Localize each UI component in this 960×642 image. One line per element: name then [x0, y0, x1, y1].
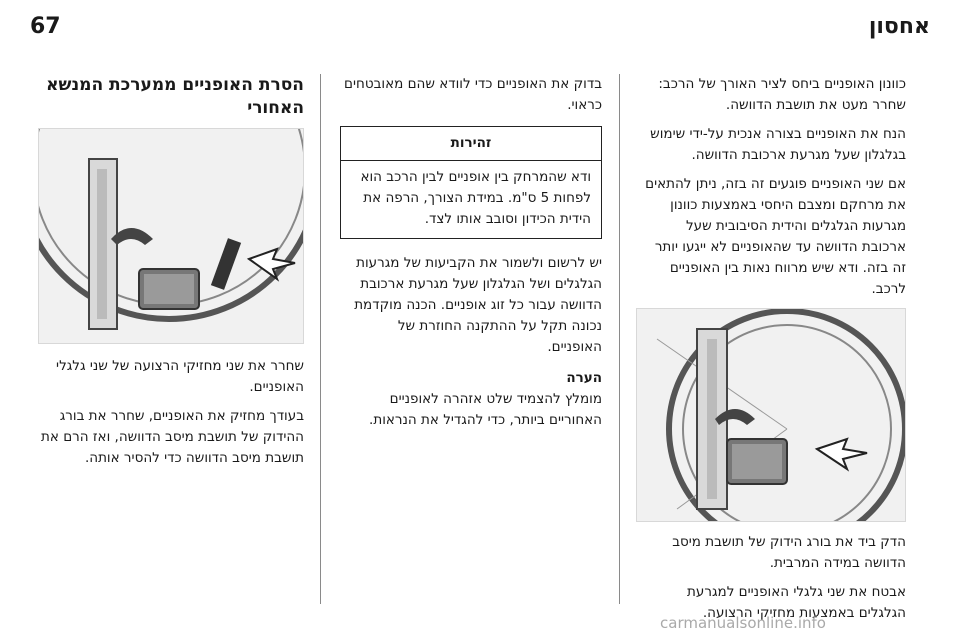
removal-section-title: הסרת האופניים ממערכת המנשא האחורי [46, 75, 304, 118]
watermark: carmanualsonline.info [660, 614, 826, 632]
column-left [40, 74, 304, 477]
warning-box [340, 126, 602, 239]
column-divider-left [320, 74, 321, 604]
column-divider-right [619, 74, 620, 604]
page-header [30, 14, 930, 48]
paragraph: אם שני האופניים פוגעים זה בזה, ניתן להתאים את מרחקם ומצבם היחסי באמצעות כוונון מגרעות הגלגלים והידית הסיבובית שעל ארכובת הדוושה עד שהאופניים לא ייגעו יותר זה בזה. ודא שיש מרווח נאות בין האופניים לרכב. [645, 176, 906, 297]
column-right [638, 74, 906, 632]
bike-carrier-illustration [636, 308, 906, 522]
paragraph: הדק ביד את בורג הידוק של תושבת מיסב הדוושה במידה המרבית. [672, 534, 906, 571]
paragraph: בעודך מחזיק את האופניים, שחרר את בורג ההידוק של תושבת מיסב הדוושה, ואז הרם את תושבת מיסב הדוושה כדי להסיר אותה. [41, 408, 304, 466]
paragraph: אבטח את שני גלגלי האופניים למגרעת הגלגלים באמצעות מחזיקי הרצועה. [687, 584, 906, 621]
warning-title: זהירות [341, 127, 601, 161]
column-middle [340, 74, 602, 439]
paragraph: שחרר את שני מחזיקי הרצועה של שני גלגלי האופניים. [56, 358, 304, 395]
bike-removal-illustration [38, 128, 304, 344]
paragraph: בדוק את האופניים כדי לוודא שהם מאובטחים כראוי. [344, 76, 602, 113]
note-title: הערה [566, 370, 602, 386]
page-number: 67 [30, 14, 61, 39]
section-title: אחסון [868, 14, 930, 39]
note-text: מומלץ להצמיד שלט אזהרה לאופניים האחוריים ביותר, כדי להגדיל את הנראות. [369, 391, 602, 428]
paragraph: כוונון האופניים ביחס לציר האורך של הרכב: שחרר מעט את תושבת הדוושה. [658, 76, 906, 113]
paragraph: יש לרשום ולשמור את הקביעות של מגרעות הגלגלים ושל הגלגלון שעל מגרעת ארכובת הדוושה עבור כל זוג אופניים. הכנה מוקדמת נכונה תקל על ההתקנה החוזרת של האופניים. [354, 255, 602, 355]
warning-text: ודא שהמרחק בין אופניים לבין הרכב הוא לפחות 5 ס"מ. במידת הצורך, הרפה את הידית הכידון וסובב אותו לצד. [360, 169, 591, 227]
paragraph: הנח את האופניים בצורה אנכית על-ידי שימוש בגלגלון שעל מגרעת ארכובת הדוושה. [650, 126, 906, 163]
